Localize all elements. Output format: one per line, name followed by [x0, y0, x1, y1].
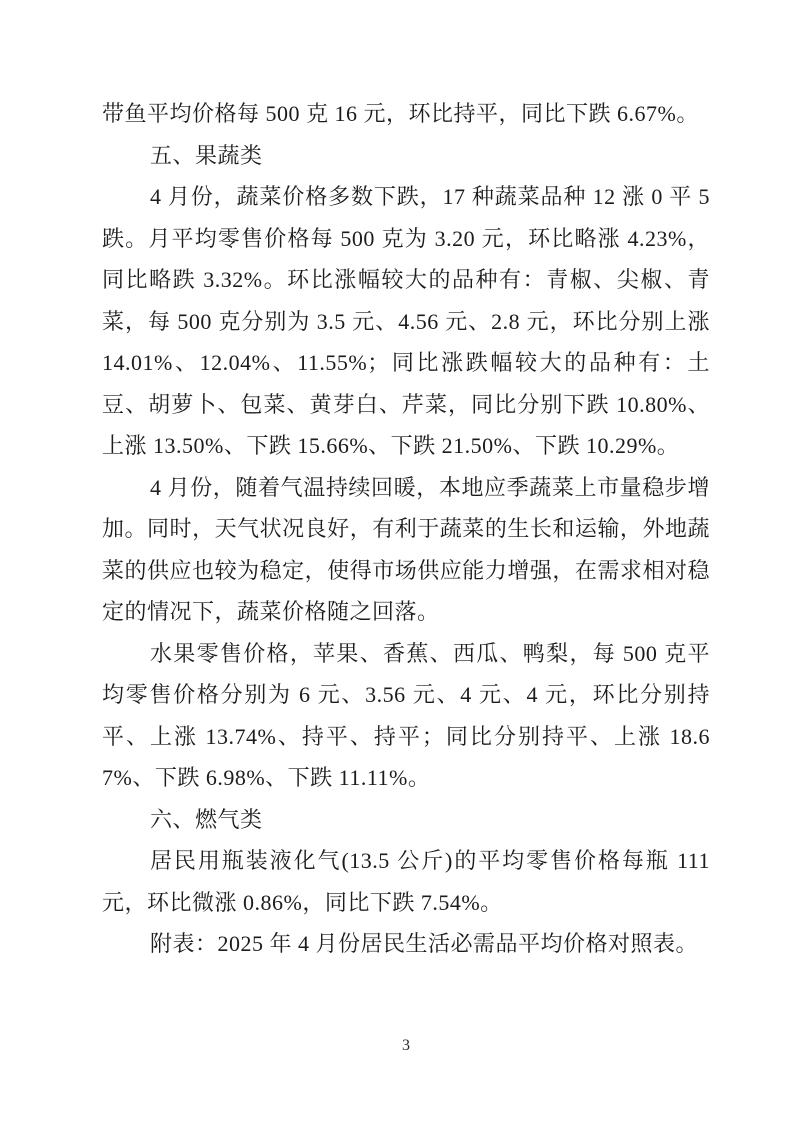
paragraph: 4 月份，蔬菜价格多数下跌，17 种蔬菜品种 12 涨 0 平 5 跌。月平均零售价格每 500 克为 3.20 元，环比略涨 4.23%，同比略跌 3.32%。环比涨幅较大的品种有：青椒、尖椒、青菜，每 500 克分别为 3.5 元、4.56 元、2.8 元，环比分别上涨 14.01%、12.04%、11.55%；同比涨跌幅较大的品种有：土豆、胡萝卜、包菜、黄芽白、芹菜，同比分别下跌 10.80%、上涨 13.50%、下跌 15.66%、下跌 21.50%、下跌 10.29%。	[102, 184, 710, 458]
page-number: 3	[402, 1037, 410, 1054]
paragraph: 水果零售价格，苹果、香蕉、西瓜、鸭梨，每 500 克平均零售价格分别为 6 元、3.56 元、4 元、4 元，环比分别持平、上涨 13.74%、持平、持平；同比分别持平、上涨 18.67%、下跌 6.98%、下跌 11.11%。	[102, 640, 710, 790]
section-heading: 五、果蔬类	[150, 142, 263, 168]
paragraph: 附表：2025 年 4 月份居民生活必需品平均价格对照表。	[150, 931, 699, 956]
paragraph: 居民用瓶装液化气(13.5 公斤)的平均零售价格每瓶 111 元，环比微涨 0.86%，同比下跌 7.54%。	[102, 848, 710, 915]
paragraph: 带鱼平均价格每 500 克 16 元，环比持平，同比下跌 6.67%。	[102, 101, 699, 126]
section-heading: 六、燃气类	[150, 806, 263, 832]
document-body	[102, 93, 710, 965]
paragraph: 4 月份，随着气温持续回暖，本地应季蔬菜上市量稳步增加。同时，天气状况良好，有利于蔬菜的生长和运输，外地蔬菜的供应也较为稳定，使得市场供应能力增强，在需求相对稳定的情况下，蔬菜价格随之回落。	[102, 474, 710, 624]
